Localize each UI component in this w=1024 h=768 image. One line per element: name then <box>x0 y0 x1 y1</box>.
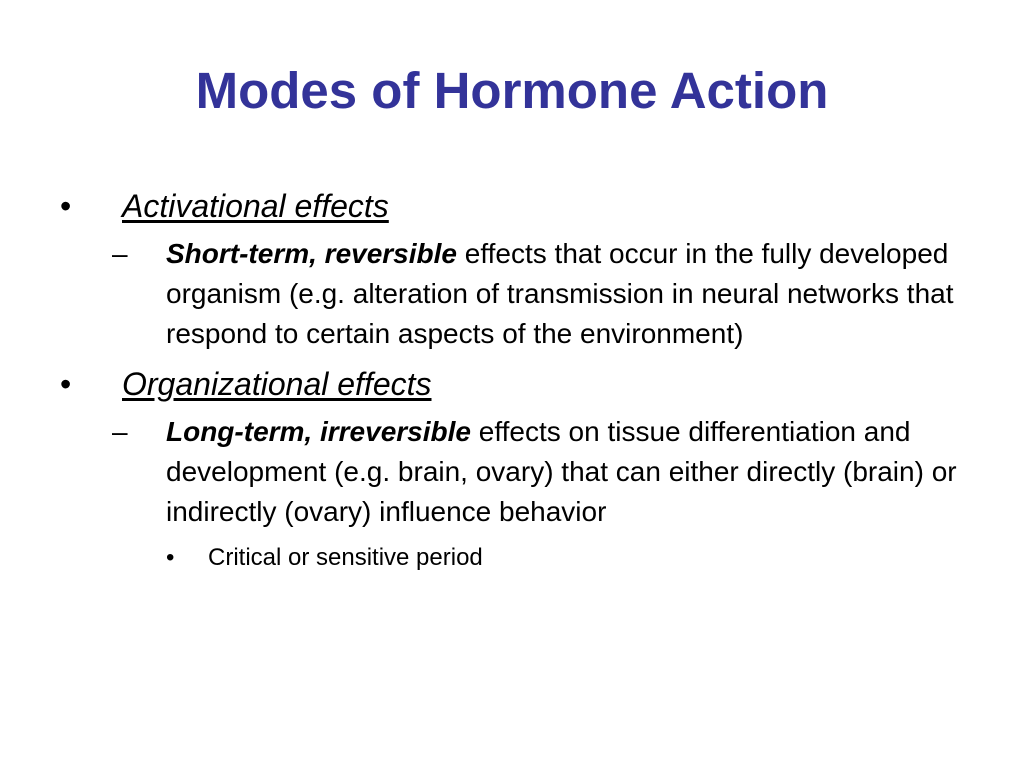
bullet-heading-activational: Activational effects <box>122 188 389 224</box>
sub-bullet-organizational <box>60 412 980 532</box>
sub-sub-bullet-critical-period <box>60 542 980 574</box>
slide-title: Modes of Hormone Action <box>195 62 829 119</box>
bullet-activational <box>60 186 980 226</box>
sub-sub-bullet-text: Critical or sensitive period <box>208 544 483 571</box>
dash-marker: – <box>112 238 128 269</box>
sub-bullet-text-activational: effects that occur in the fully developed organism (e.g. alteration of transmission in neural networks that respond to certain aspects of the environment) <box>166 238 954 349</box>
bullet-marker: • <box>60 188 72 224</box>
sub-bullet-text-organizational: effects on tissue differentiation and development (e.g. brain, ovary) that can either directly (brain) or indirectly (ovary) influence behavior <box>166 416 957 527</box>
emphasis-short-term: Short-term, reversible <box>166 238 457 269</box>
bullet-marker: • <box>60 366 72 402</box>
dash-marker: – <box>112 416 128 447</box>
bullet-heading-organizational: Organizational effects <box>122 366 432 402</box>
bullet-organizational <box>60 364 980 404</box>
sub-bullet-activational <box>60 234 980 354</box>
slide-content <box>60 186 980 574</box>
emphasis-long-term: Long-term, irreversible <box>166 416 471 447</box>
bullet-marker: • <box>166 544 175 571</box>
